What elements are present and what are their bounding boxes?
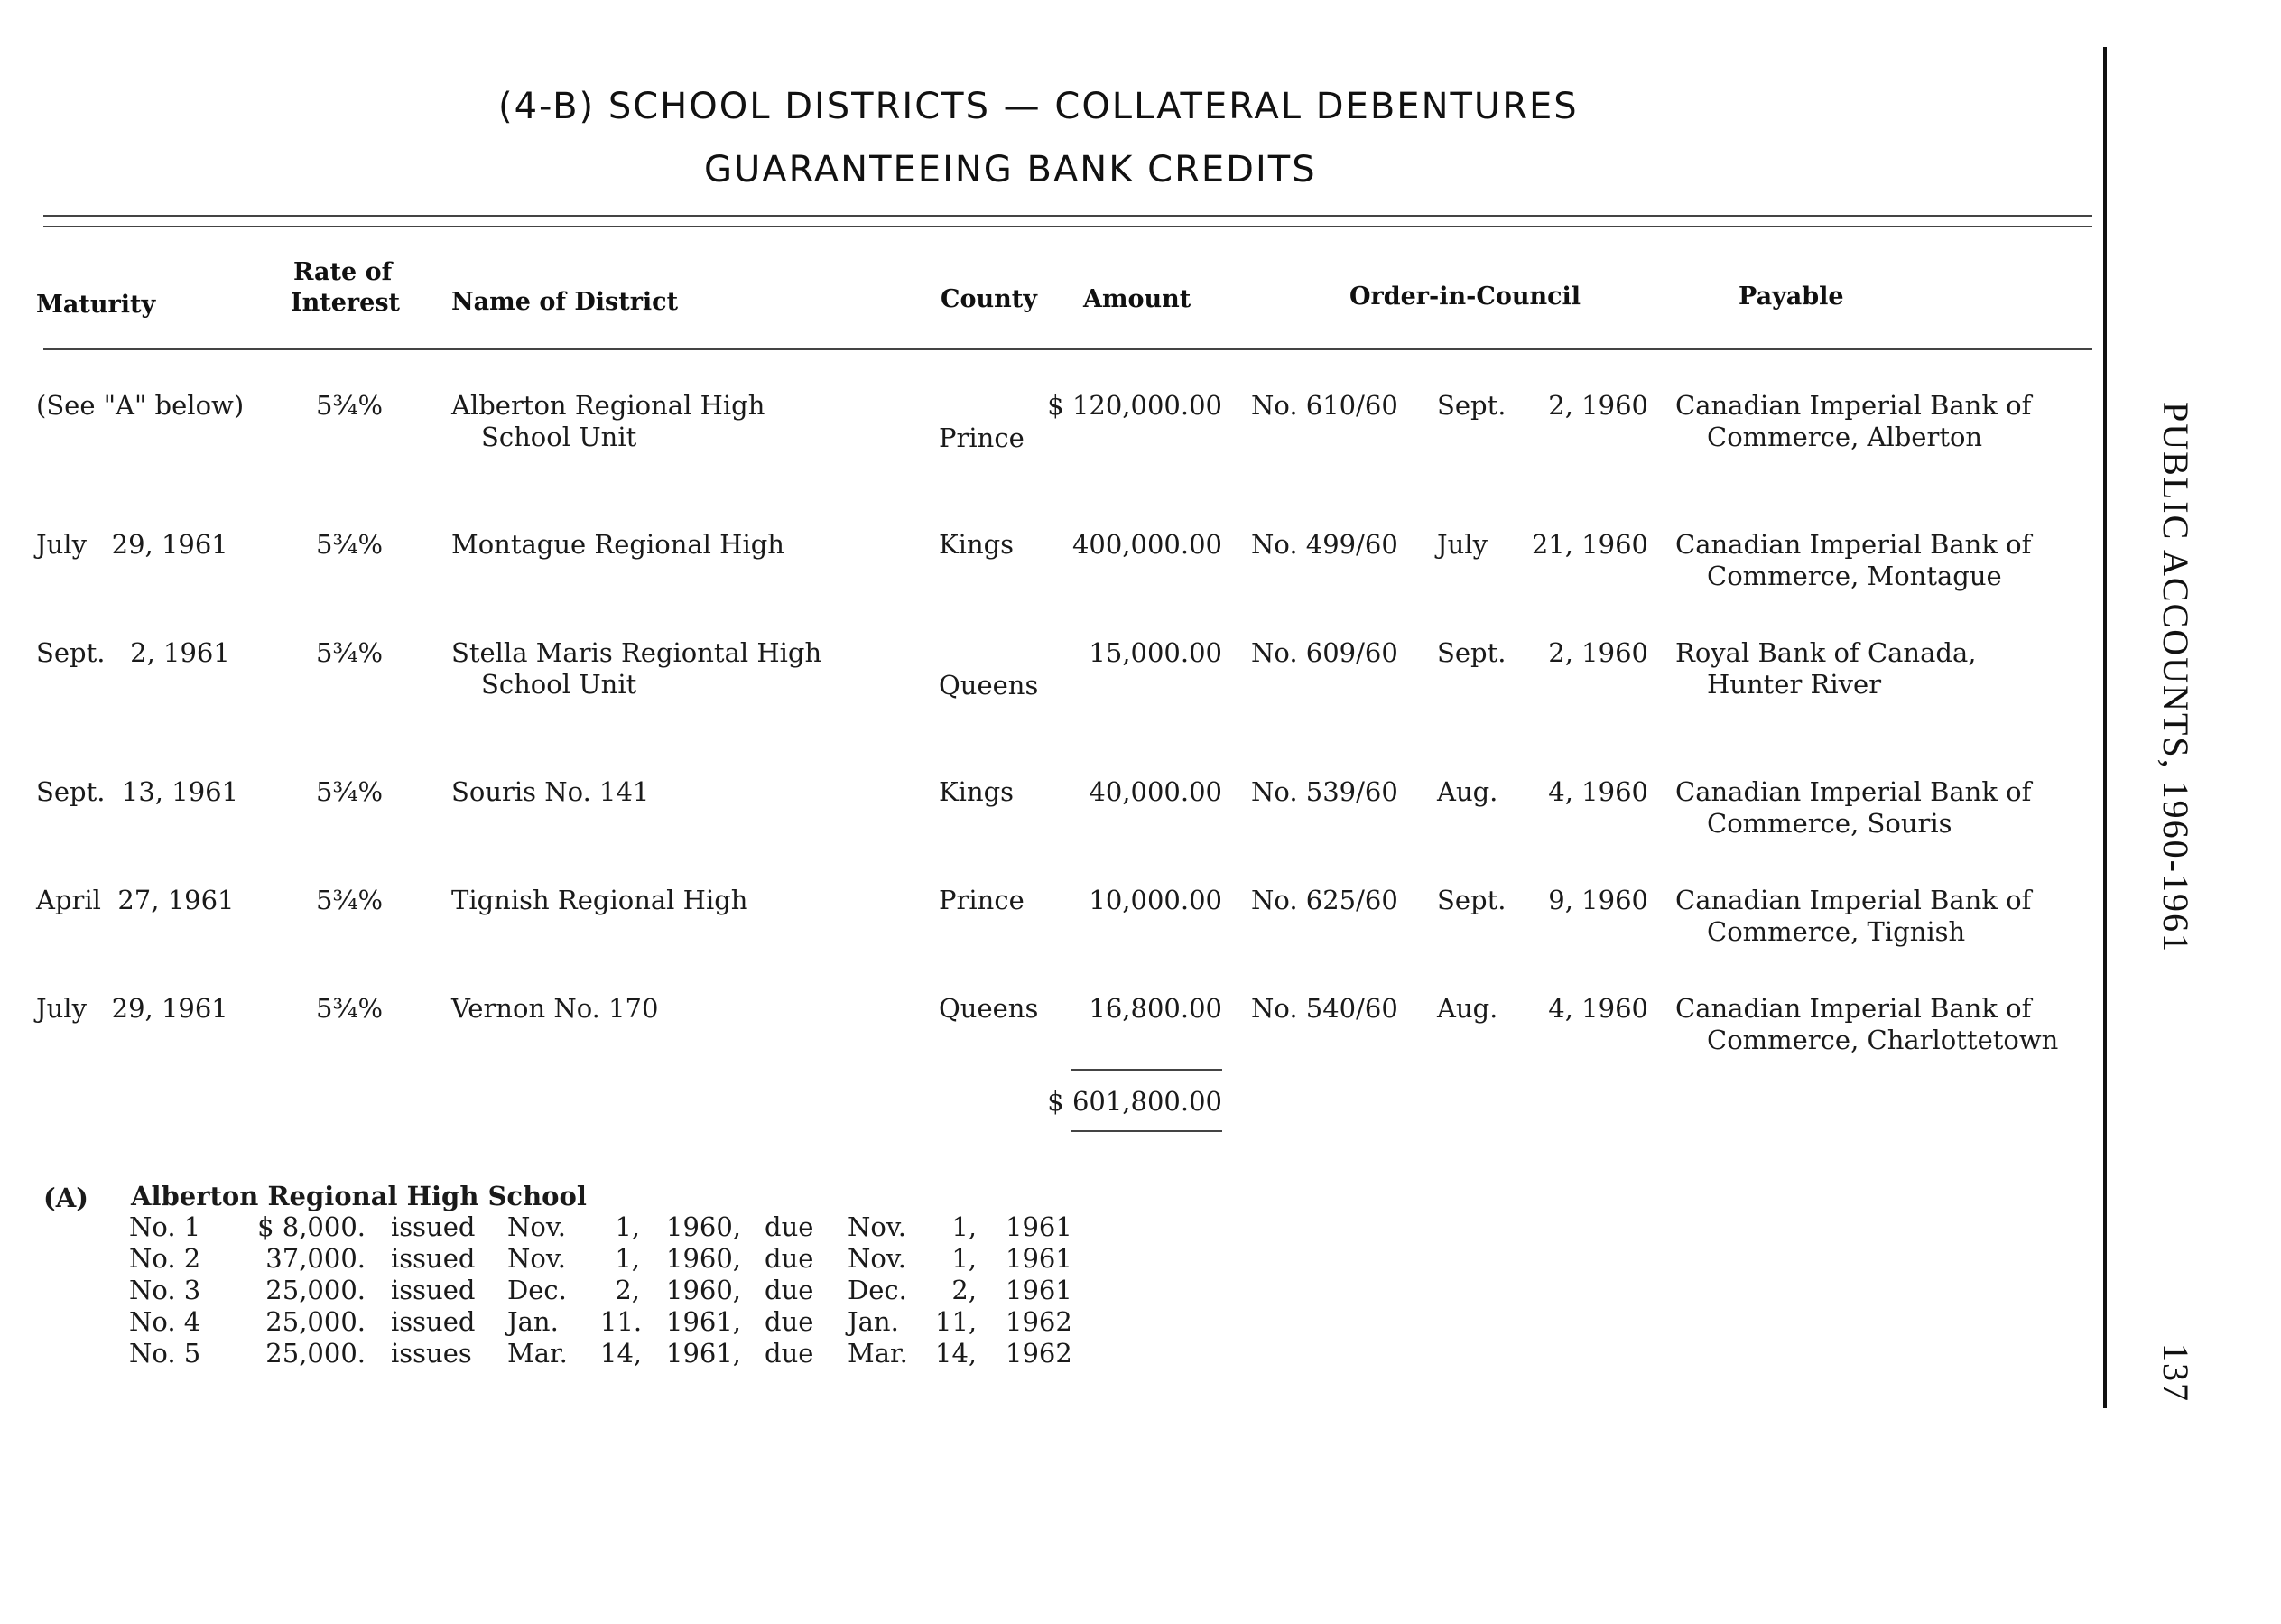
cell-rate: 5¾% <box>316 637 384 668</box>
cell-pay2: Commerce, Montague <box>1707 561 2002 591</box>
header-amount: Amount <box>1083 285 1191 313</box>
cell-pay1: Canadian Imperial Bank of <box>1675 776 2032 807</box>
footnote-dd: 11, <box>935 1306 978 1337</box>
cell-oic-month: Aug. <box>1437 776 1498 807</box>
cell-name1: Stella Maris Regiontal High <box>451 637 822 668</box>
cell-oic-day: 4, 1960 <box>1548 993 1648 1024</box>
footnote-dd: 1, <box>951 1243 977 1274</box>
header-county: County <box>941 285 1037 313</box>
footnote-due: due <box>765 1338 814 1369</box>
cell-name2: School Unit <box>481 669 637 700</box>
cell-oic-day: 2, 1960 <box>1548 637 1648 668</box>
footnote-id: 14, <box>600 1338 643 1369</box>
page-number: 137 <box>2156 1343 2196 1403</box>
footnote-dy: 1961 <box>1006 1275 1072 1305</box>
footnote-label: (A) <box>43 1183 88 1213</box>
footnote-iy: 1960, <box>666 1275 742 1305</box>
cell-rate: 5¾% <box>316 776 384 807</box>
cell-pay2: Commerce, Souris <box>1707 808 1952 839</box>
footnote-dm: Jan. <box>848 1306 899 1337</box>
cell-maturity: Sept. 2, 1961 <box>36 637 230 668</box>
footnote-dm: Dec. <box>848 1275 907 1305</box>
cell-oic-month: Sept. <box>1437 885 1507 915</box>
cell-oic-day: 9, 1960 <box>1548 885 1648 915</box>
cell-pay2: Commerce, Alberton <box>1707 422 1983 452</box>
running-title: PUBLIC ACCOUNTS, 1960-1961 137 <box>2156 402 2196 1403</box>
footnote-dy: 1962 <box>1006 1306 1072 1337</box>
header-rate-of: Rate of <box>293 258 393 286</box>
cell-name1: Tignish Regional High <box>451 885 748 915</box>
footnote-iy: 1960, <box>666 1243 742 1274</box>
cell-amount: 16,800.00 <box>1089 993 1222 1024</box>
total-rule-top <box>1071 1069 1222 1071</box>
footnote-amount: 25,000. <box>265 1275 366 1305</box>
cell-county: Queens <box>939 993 1039 1024</box>
footnote-im: Mar. <box>507 1338 568 1369</box>
cell-rate: 5¾% <box>316 529 384 560</box>
cell-maturity: July 29, 1961 <box>36 529 228 560</box>
cell-pay1: Canadian Imperial Bank of <box>1675 993 2032 1024</box>
footnote-no: No. 5 <box>129 1338 201 1369</box>
footnote-verb: issued <box>391 1306 476 1337</box>
footnote-no: No. 1 <box>129 1211 201 1242</box>
cell-maturity: April 27, 1961 <box>36 885 235 915</box>
footnote-iy: 1961, <box>666 1338 742 1369</box>
page-title-line-1: (4-B) SCHOOL DISTRICTS — COLLATERAL DEBENTURES <box>498 86 1579 127</box>
footnote-no: No. 2 <box>129 1243 201 1274</box>
cell-oic-day: 2, 1960 <box>1548 390 1648 421</box>
cell-pay2: Commerce, Charlottetown <box>1707 1025 2059 1055</box>
footnote-im: Nov. <box>507 1211 566 1242</box>
header-order-in-council: Order-in-Council <box>1349 283 1581 311</box>
cell-maturity: (See "A" below) <box>36 390 245 421</box>
cell-rate: 5¾% <box>316 993 384 1024</box>
total-rule-bottom <box>1071 1130 1222 1132</box>
top-rule-2 <box>43 226 2092 227</box>
footnote-id: 2, <box>615 1275 640 1305</box>
footnote-no: No. 3 <box>129 1275 201 1305</box>
top-rule <box>43 215 2092 217</box>
cell-name2: School Unit <box>481 422 637 452</box>
cell-name1: Alberton Regional High <box>451 390 765 421</box>
cell-oic-no: No. 609/60 <box>1251 637 1398 668</box>
cell-county: Kings <box>939 529 1015 560</box>
footnote-amount: 25,000. <box>265 1338 366 1369</box>
cell-oic-month: Sept. <box>1437 637 1507 668</box>
cell-amount: 400,000.00 <box>1071 529 1222 560</box>
footnote-verb: issued <box>391 1211 476 1242</box>
footnote-im: Dec. <box>507 1275 567 1305</box>
footnote-due: due <box>765 1275 814 1305</box>
footnote-due: due <box>765 1243 814 1274</box>
footnote-verb: issued <box>391 1275 476 1305</box>
footnote-dy: 1961 <box>1006 1211 1072 1242</box>
cell-amount: 10,000.00 <box>1089 885 1222 915</box>
footnote-dy: 1961 <box>1006 1243 1072 1274</box>
header-rule <box>43 348 2092 350</box>
footnote-iy: 1960, <box>666 1211 742 1242</box>
cell-oic-month: Sept. <box>1437 390 1507 421</box>
cell-county: Queens <box>939 670 1039 701</box>
footnote-dm: Nov. <box>848 1211 906 1242</box>
cell-pay2: Commerce, Tignish <box>1707 916 1966 947</box>
cell-pay1: Royal Bank of Canada, <box>1675 637 1977 668</box>
footnote-verb: issues <box>391 1338 472 1369</box>
footnote-due: due <box>765 1211 814 1242</box>
cell-pay2: Hunter River <box>1707 669 1882 700</box>
header-name-of-district: Name of District <box>451 288 679 316</box>
footnote-amount: 25,000. <box>265 1306 366 1337</box>
cell-county: Prince <box>939 422 1025 453</box>
cell-oic-no: No. 539/60 <box>1251 776 1398 807</box>
footnote-due: due <box>765 1306 814 1337</box>
cell-oic-no: No. 540/60 <box>1251 993 1398 1024</box>
cell-oic-no: No. 625/60 <box>1251 885 1398 915</box>
header-interest: Interest <box>291 289 400 317</box>
footnote-dd: 14, <box>935 1338 978 1369</box>
footnote-im: Nov. <box>507 1243 566 1274</box>
cell-amount: $ 120,000.00 <box>1047 390 1222 421</box>
footnote-dm: Nov. <box>848 1243 906 1274</box>
footnote-id: 1, <box>615 1243 640 1274</box>
footnote-id: 11. <box>600 1306 643 1337</box>
footnote-dm: Mar. <box>848 1338 908 1369</box>
cell-oic-no: No. 610/60 <box>1251 390 1398 421</box>
footnote-iy: 1961, <box>666 1306 742 1337</box>
footnote-verb: issued <box>391 1243 476 1274</box>
header-payable: Payable <box>1739 283 1844 311</box>
footnote-id: 1, <box>615 1211 640 1242</box>
footnote-dd: 2, <box>951 1275 977 1305</box>
cell-pay1: Canadian Imperial Bank of <box>1675 390 2032 421</box>
cell-oic-day: 4, 1960 <box>1548 776 1648 807</box>
footnote-dd: 1, <box>951 1211 977 1242</box>
footnote-amount: 37,000. <box>265 1243 366 1274</box>
cell-rate: 5¾% <box>316 885 384 915</box>
cell-pay1: Canadian Imperial Bank of <box>1675 529 2032 560</box>
cell-amount: 15,000.00 <box>1089 637 1222 668</box>
cell-name1: Vernon No. 170 <box>451 993 659 1024</box>
cell-county: Prince <box>939 885 1025 915</box>
total-amount: $ 601,800.00 <box>1047 1086 1222 1117</box>
cell-maturity: July 29, 1961 <box>36 993 228 1024</box>
cell-pay1: Canadian Imperial Bank of <box>1675 885 2032 915</box>
footnote-im: Jan. <box>507 1306 559 1337</box>
cell-maturity: Sept. 13, 1961 <box>36 776 239 807</box>
cell-name1: Montague Regional High <box>451 529 784 560</box>
cell-county: Kings <box>939 776 1015 807</box>
footnote-no: No. 4 <box>129 1306 201 1337</box>
cell-name1: Souris No. 141 <box>451 776 650 807</box>
cell-oic-month: July <box>1437 529 1488 560</box>
footnote-amount: $ 8,000. <box>257 1211 366 1242</box>
cell-rate: 5¾% <box>316 390 384 421</box>
margin-rule <box>2103 47 2107 1408</box>
cell-oic-day: 21, 1960 <box>1531 529 1648 560</box>
footnote-dy: 1962 <box>1006 1338 1072 1369</box>
cell-oic-month: Aug. <box>1437 993 1498 1024</box>
page-title-line-2: GUARANTEEING BANK CREDITS <box>704 149 1317 190</box>
cell-amount: 40,000.00 <box>1089 776 1222 807</box>
footnote-heading: Alberton Regional High School <box>131 1181 587 1211</box>
cell-oic-no: No. 499/60 <box>1251 529 1398 560</box>
header-maturity: Maturity <box>36 291 156 319</box>
